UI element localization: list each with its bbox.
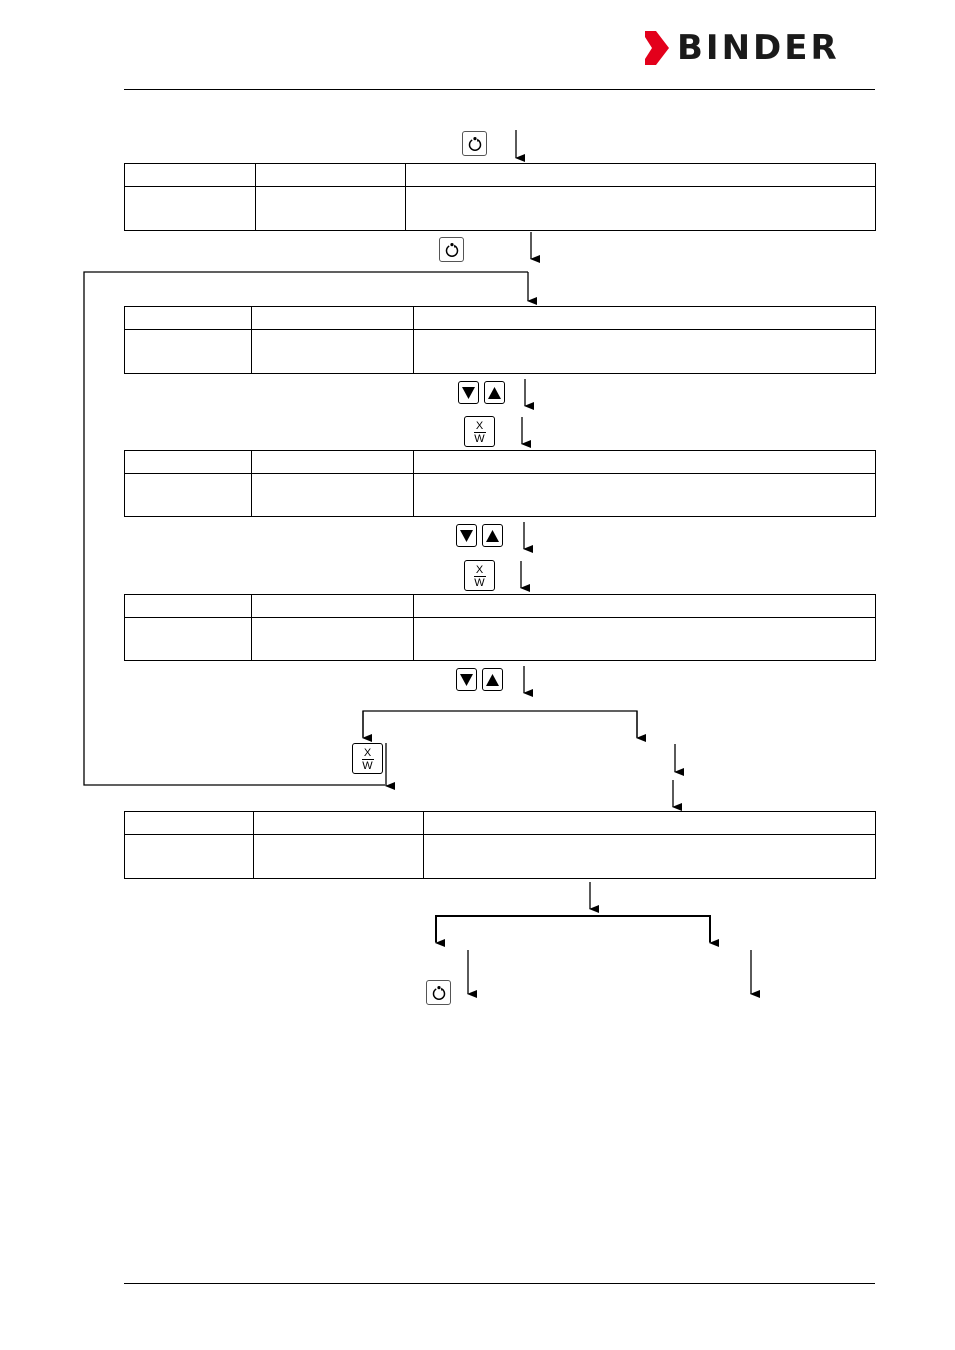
up-key-3[interactable] <box>482 668 503 691</box>
down-key-2[interactable] <box>456 524 477 547</box>
xw-key-top-label: X <box>363 747 372 759</box>
down-key-3[interactable] <box>456 668 477 691</box>
program-cycle-icon <box>444 242 460 258</box>
arrow-down-icon <box>460 530 473 542</box>
table-1 <box>124 163 876 231</box>
xw-key-top-label: X <box>475 564 484 576</box>
xw-key-bottom-label: W <box>474 433 485 445</box>
up-key-1[interactable] <box>484 381 505 404</box>
xw-key-2[interactable] <box>464 560 495 591</box>
program-key-3[interactable] <box>426 980 451 1005</box>
program-key-2[interactable] <box>439 237 464 262</box>
footer-rule <box>124 1283 875 1284</box>
arrow-up-icon <box>488 387 501 399</box>
program-cycle-icon <box>431 985 447 1001</box>
xw-key-3[interactable] <box>352 743 383 774</box>
arrow-down-icon <box>462 387 475 399</box>
xw-key-bottom-label: W <box>362 760 373 772</box>
xw-key-1[interactable] <box>464 416 495 447</box>
table-2 <box>124 306 876 374</box>
table-2-header <box>125 307 875 330</box>
down-key-1[interactable] <box>458 381 479 404</box>
up-key-2[interactable] <box>482 524 503 547</box>
xw-key-top-label: X <box>475 420 484 432</box>
table-3 <box>124 450 876 517</box>
table-4 <box>124 594 876 661</box>
arrow-up-icon <box>486 530 499 542</box>
table-4-header <box>125 595 875 618</box>
xw-key-bottom-label: W <box>474 577 485 589</box>
brand-name: BINDER <box>677 28 840 68</box>
table-5 <box>124 811 876 879</box>
program-key-1[interactable] <box>462 131 487 156</box>
arrow-up-icon <box>486 674 499 686</box>
table-5-header <box>125 812 875 835</box>
program-cycle-icon <box>467 136 483 152</box>
table-1-header <box>125 164 875 187</box>
arrow-down-icon <box>460 674 473 686</box>
table-3-header <box>125 451 875 474</box>
